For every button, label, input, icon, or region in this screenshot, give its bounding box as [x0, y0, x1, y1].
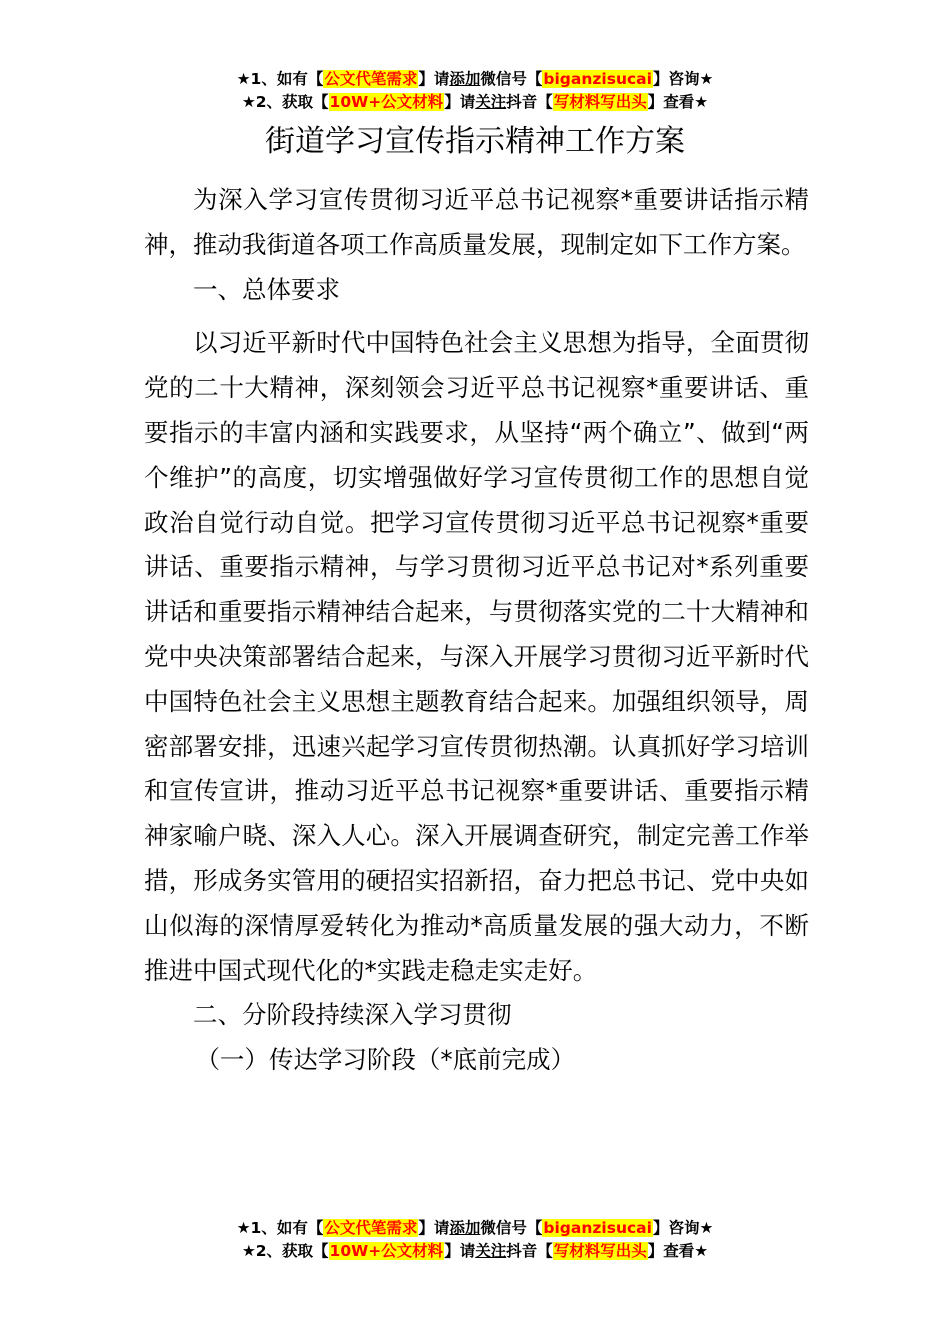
promo-highlight-douyin-id: 写材料写出头 — [553, 93, 647, 111]
promo-text: 抖音【 — [506, 93, 553, 111]
promo-highlight-wechat-id: biganzisucai — [543, 70, 652, 88]
promo-text: ★1、如有【 — [236, 70, 324, 88]
section-1-heading: 一、总体要求 — [193, 274, 340, 304]
document-body — [144, 178, 809, 1083]
promo-text: ★2、获取【 — [241, 93, 329, 111]
promo-underline-follow: 关注 — [475, 1242, 507, 1260]
promo-text: 】请 — [444, 1242, 476, 1260]
document-title: 街道学习宣传指示精神工作方案 — [265, 124, 685, 159]
promo-highlight-materials: 10W+公文材料 — [329, 1242, 444, 1260]
promo-line-2 — [0, 91, 950, 114]
promo-underline-follow: 关注 — [475, 93, 507, 111]
promo-line-2 — [0, 1240, 950, 1263]
promo-highlight-douyin-id: 写材料写出头 — [553, 1242, 647, 1260]
promo-text: 】查看★ — [647, 93, 709, 111]
footer-promo-banner — [0, 1217, 950, 1263]
promo-text: 微信号【 — [480, 1219, 543, 1237]
section-1-paragraph: 以习近平新时代中国特色社会主义思想为指导，全面贯彻党的二十大精神，深刻领会习近平总书记视察*重要讲话、重要指示的丰富内涵和实践要求，从坚持“两个确立”、做到“两个维护”的高度，切实增强做好学习宣传贯彻工作的思想自觉政治自觉行动自觉。把学习宣传贯彻习近平总书记视察*重要讲话、重要指示精神，与学习贯彻习近平总书记对*系列重要讲话和重要指示精神结合起来，与贯彻落实党的二十大精神和党中央决策部署结合起来，与深入开展学习贯彻习近平新时代中国特色社会主义思想主题教育结合起来。加强组织领导，周密部署安排，迅速兴起学习宣传贯彻热潮。认真抓好学习培训和宣传宣讲，推动习近平总书记视察*重要讲话、重要指示精神家喻户晓、深入人心。深入开展调查研究，制定完善工作举措，形成务实管用的硬招实招新招，奋力把总书记、党中央如山似海的深情厚爱转化为推动*高质量发展的强大动力，不断推进中国式现代化的*实践走稳走实走好。 — [144, 328, 809, 985]
promo-highlight-service: 公文代笔需求 — [324, 1219, 418, 1237]
promo-text: 】查看★ — [647, 1242, 709, 1260]
promo-highlight-materials: 10W+公文材料 — [329, 93, 444, 111]
promo-highlight-wechat-id: biganzisucai — [543, 1219, 652, 1237]
promo-text: 】请 — [418, 1219, 450, 1237]
promo-text: 】咨询★ — [652, 70, 714, 88]
promo-text: 抖音【 — [506, 1242, 553, 1260]
promo-text: 微信号【 — [480, 70, 543, 88]
promo-text: 】请 — [444, 93, 476, 111]
section-2-heading: 二、分阶段持续深入学习贯彻 — [193, 1000, 512, 1030]
promo-line-1 — [0, 68, 950, 91]
header-promo-banner — [0, 68, 950, 114]
promo-text: 】请 — [418, 70, 450, 88]
promo-underline-add: 添加 — [449, 1219, 481, 1237]
promo-text: ★2、获取【 — [241, 1242, 329, 1260]
promo-underline-add: 添加 — [449, 70, 481, 88]
intro-paragraph: 为深入学习宣传贯彻习近平总书记视察*重要讲话指示精神，推动我街道各项工作高质量发展，现制定如下工作方案。 — [144, 185, 809, 259]
promo-highlight-service: 公文代笔需求 — [324, 70, 418, 88]
promo-line-1 — [0, 1217, 950, 1240]
section-2-subheading-1: （一）传达学习阶段（*底前完成） — [195, 1045, 576, 1075]
promo-text: 】咨询★ — [652, 1219, 714, 1237]
promo-text: ★1、如有【 — [236, 1219, 324, 1237]
